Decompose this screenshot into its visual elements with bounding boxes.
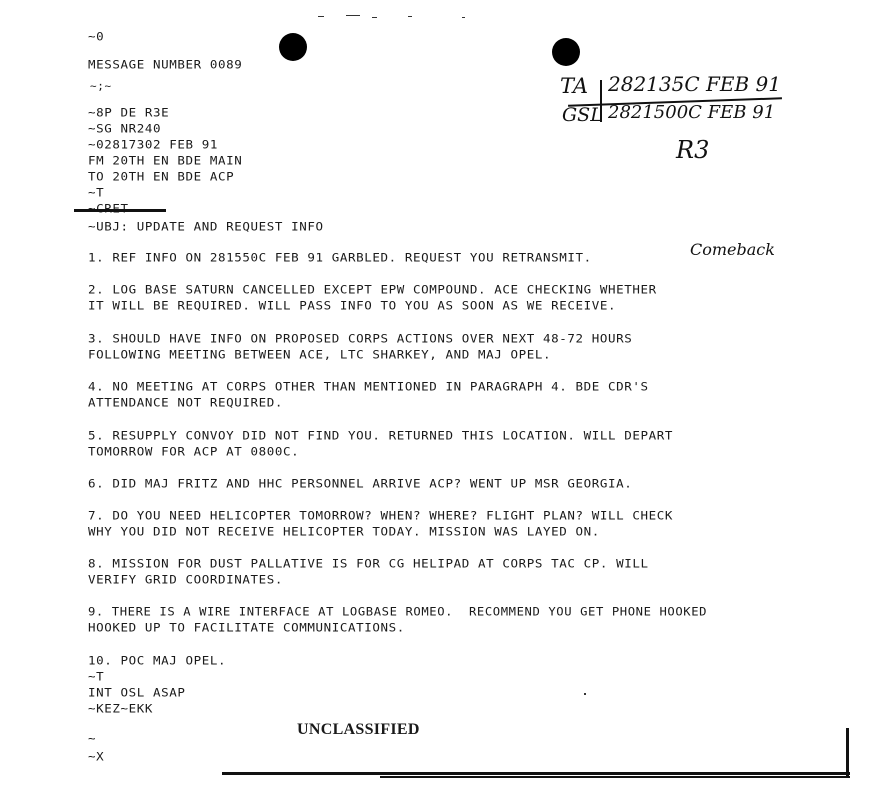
paragraph-2-line-2: IT WILL BE REQUIRED. WILL PASS INFO TO YOU AS SOON AS WE RECEIVE.	[88, 298, 617, 313]
to-line: TO 20TH EN BDE ACP	[88, 169, 235, 184]
paragraph-3-line-2: FOLLOWING MEETING BETWEEN ACE, LTC SHARKEY, AND MAJ OPEL.	[88, 347, 552, 362]
paragraph-8-line-2: VERIFY GRID COORDINATES.	[88, 572, 284, 587]
paragraph-10-line-1: 10. POC MAJ OPEL.	[88, 653, 227, 668]
precedence-line: ~8P DE R3E	[88, 105, 170, 120]
footer-bt: ~T	[88, 669, 105, 684]
paragraph-3-line-1: 3. SHOULD HAVE INFO ON PROPOSED CORPS ACTIONS OVER NEXT 48-72 HOURS	[88, 331, 633, 346]
classification-strike-bar	[74, 209, 166, 212]
initials: R3	[676, 136, 710, 164]
scan-speck	[408, 16, 412, 17]
scan-speck	[462, 17, 465, 18]
paragraph-2-line-1: 2. LOG BASE SATURN CANCELLED EXCEPT EPW COMPOUND. ACE CHECKING WHETHER	[88, 282, 657, 297]
footer-routing: ~KEZ~EKK	[88, 701, 154, 716]
page-edge-right	[846, 728, 849, 778]
paragraph-1-line-1: 1. REF INFO ON 281550C FEB 91 GARBLED. REQUEST YOU RETRANSMIT.	[88, 250, 592, 265]
scan-speck	[584, 693, 586, 695]
subject-line: ~UBJ: UPDATE AND REQUEST INFO	[88, 219, 324, 234]
from-line: FM 20TH EN BDE MAIN	[88, 153, 243, 168]
paragraph-8-line-1: 8. MISSION FOR DUST PALLATIVE IS FOR CG HELIPAD AT CORPS TAC CP. WILL	[88, 556, 649, 571]
bt-line: ~T	[88, 185, 105, 200]
page-edge-shadow	[380, 776, 850, 778]
page-edge-bottom	[222, 772, 850, 775]
paragraph-7-line-2: WHY YOU DID NOT RECEIVE HELICOPTER TODAY. MISSION WAS LAYED ON.	[88, 524, 600, 539]
scan-speck	[318, 16, 324, 17]
msg-id-line: ~SG NR240	[88, 121, 162, 136]
paragraph-7-line-1: 7. DO YOU NEED HELICOPTER TOMORROW? WHEN? WHERE? FLIGHT PLAN? WILL CHECK	[88, 508, 674, 523]
margin-note: Comeback	[690, 240, 775, 259]
dtg-line: ~02817302 FEB 91	[88, 137, 219, 152]
paragraph-9-line-2: HOOKED UP TO FACILITATE COMMUNICATIONS.	[88, 620, 405, 635]
processed-dtg: 2821500C FEB 91	[608, 102, 776, 123]
punch-hole-left	[279, 33, 307, 61]
punch-hole-right	[552, 38, 580, 66]
message-number: MESSAGE NUMBER 0089	[88, 57, 243, 72]
paragraph-4-line-1: 4. NO MEETING AT CORPS OTHER THAN MENTIONED IN PARAGRAPH 4. BDE CDR'S	[88, 379, 649, 394]
paragraph-5-line-1: 5. RESUPPLY CONVOY DID NOT FIND YOU. RETURNED THIS LOCATION. WILL DEPART	[88, 428, 674, 443]
paragraph-6-line-1: 6. DID MAJ FRITZ AND HHC PERSONNEL ARRIVE ACP? WENT UP MSR GEORGIA.	[88, 476, 633, 491]
footer-mark: ~	[88, 731, 97, 746]
classification-stamp: UNCLASSIFIED	[297, 721, 420, 738]
scan-speck	[346, 15, 360, 16]
scan-speck	[372, 17, 377, 18]
paragraph-4-line-2: ATTENDANCE NOT REQUIRED.	[88, 395, 284, 410]
paragraph-5-line-2: TOMORROW FOR ACP AT 0800C.	[88, 444, 300, 459]
header-scribble: ~;~	[90, 80, 112, 93]
footer-end: ~X	[88, 749, 105, 764]
received-dtg: 282135C FEB 91	[608, 72, 781, 96]
received-prefix: TA	[560, 74, 589, 98]
header-line-top: ~0	[88, 29, 105, 44]
paragraph-9-line-1: 9. THERE IS A WIRE INTERFACE AT LOGBASE ROMEO. RECOMMEND YOU GET PHONE HOOKED	[88, 605, 708, 619]
processed-prefix: GSL	[562, 104, 603, 126]
footer-int: INT OSL ASAP	[88, 685, 186, 700]
